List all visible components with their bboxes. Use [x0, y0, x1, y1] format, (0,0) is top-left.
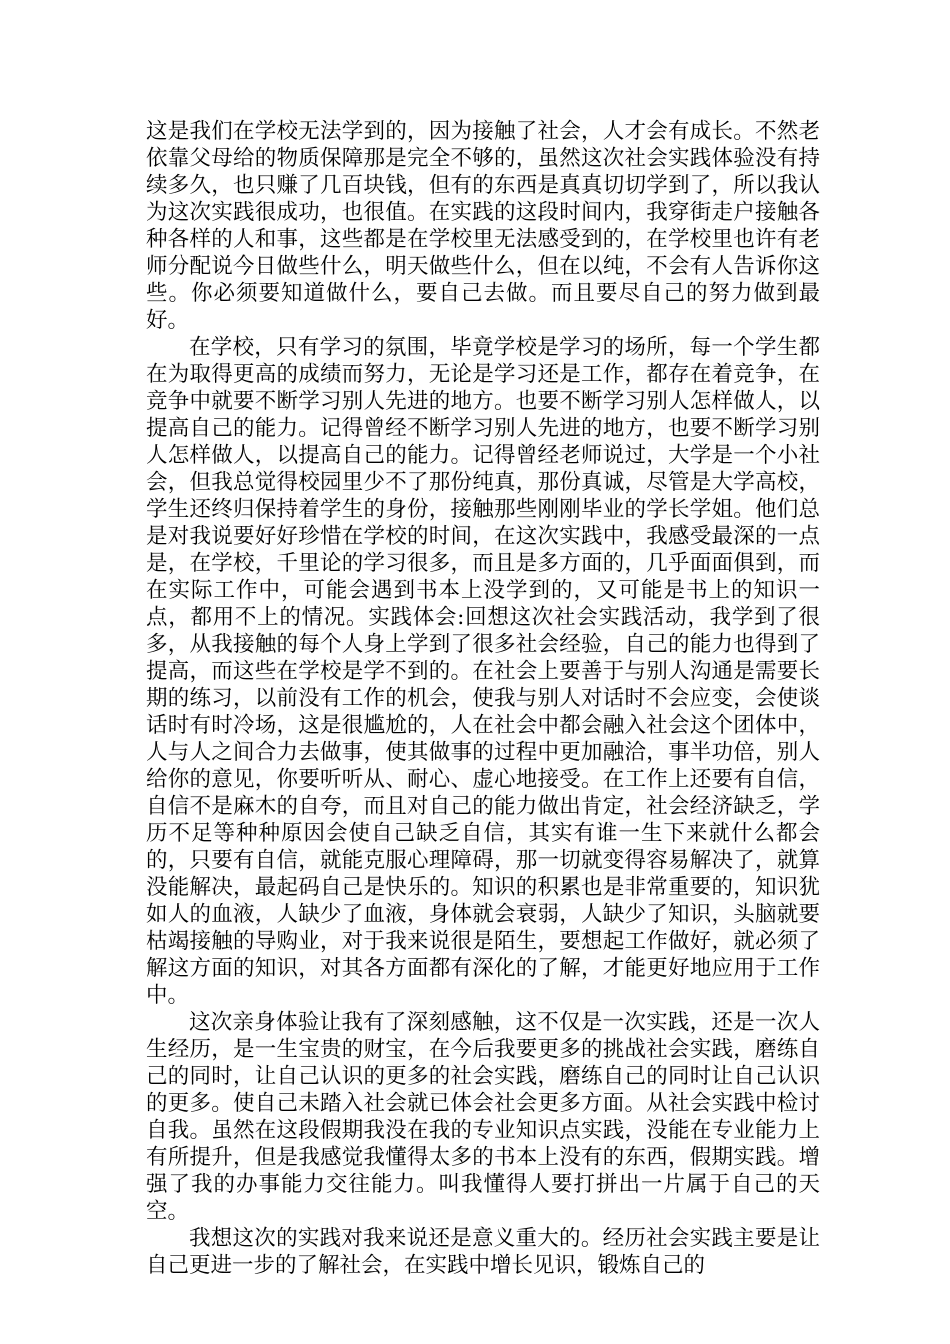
paragraph-4: 我想这次的实践对我来说还是意义重大的。经历社会实践主要是让自己更进一步的了解社会，在实践中增长见识，锻炼自己的	[146, 1226, 820, 1278]
paragraph-1: 这是我们在学校无法学到的，因为接触了社会，人才会有成长。不然老依靠父母给的物质保障那是完全不够的，虽然这次社会实践体验没有持续多久，也只赚了几百块钱，但有的东西是真真切切学到了，所以我认为这次实践很成功，也很值。在实践的这段时间内，我穿街走户接触各种各样的人和事，这些都是在学校里无法感受到的，在学校里也许有老师分配说今日做些什么，明天做些什么，但在以纯，不会有人告诉你这些。你必须要知道做什么，要自己去做。而且要尽自己的努力做到最好。	[146, 119, 820, 333]
document-page	[146, 118, 820, 1279]
paragraph-2: 在学校，只有学习的氛围，毕竟学校是学习的场所，每一个学生都在为取得更高的成绩而努力，无论是学习还是工作，都存在着竞争，在竞争中就要不断学习别人先进的地方。也要不断学习别人怎样做人，以提高自己的能力。记得曾经不断学习别人先进的地方，也要不断学习别人怎样做人，以提高自己的能力。记得曾经老师说过，大学是一个小社会，但我总觉得校园里少不了那份纯真，那份真诚，尽管是大学高校，学生还终归保持着学生的身份，接触那些刚刚毕业的学长学姐。他们总是对我说要好好珍惜在学校的时间，在这次实践中，我感受最深的一点是，在学校，千里论的学习很多，而且是多方面的，几乎面面俱到，而在实际工作中，可能会遇到书本上没学到的，又可能是书上的知识一点，都用不上的情况。实践体会:回想这次社会实践活动，我学到了很多，从我接触的每个人身上学到了很多社会经验，自己的能力也得到了提高，而这些在学校是学不到的。在社会上要善于与别人沟通是需要长期的练习，以前没有工作的机会，使我与别人对话时不会应变，会使谈话时有时冷场，这是很尴尬的，人在社会中都会融入社会这个团体中，人与人之间合力去做事，使其做事的过程中更加融洽，事半功倍，别人给你的意见，你要听听从、耐心、虚心地接受。在工作上还要有自信，自信不是麻木的自夸，而且对自己的能力做出肯定，社会经济缺乏，学历不足等种种原因会使自己缺乏自信，其实有谁一生下来就什么都会的，只要有自信，就能克服心理障碍，那一切就变得容易解决了，就算没能解决，最起码自己是快乐的。知识的积累也是非常重要的，知识犹如人的血液，人缺少了血液，身体就会衰弱，人缺少了知识，头脑就要枯竭接触的导购业，对于我来说很是陌生，要想起工作做好，就必须了解这方面的知识，对其各方面都有深化的了解，才能更好地应用于工作中。	[146, 335, 820, 1008]
paragraph-3: 这次亲身体验让我有了深刻感触，这不仅是一次实践，还是一次人生经历，是一生宝贵的财宝，在今后我要更多的挑战社会实践，磨练自己的同时，让自己认识的更多的社会实践，磨练自己的同时让自己认识的更多。使自己未踏入社会就已体会社会更多方面。从社会实践中检讨自我。虽然在这段假期我没在我的专业知识点实践，没能在专业能力上有所提升，但是我感觉我懂得太多的书本上没有的东西，假期实践。增强了我的办事能力交往能力。叫我懂得人要打拼出一片属于自己的天空。	[146, 1010, 820, 1224]
